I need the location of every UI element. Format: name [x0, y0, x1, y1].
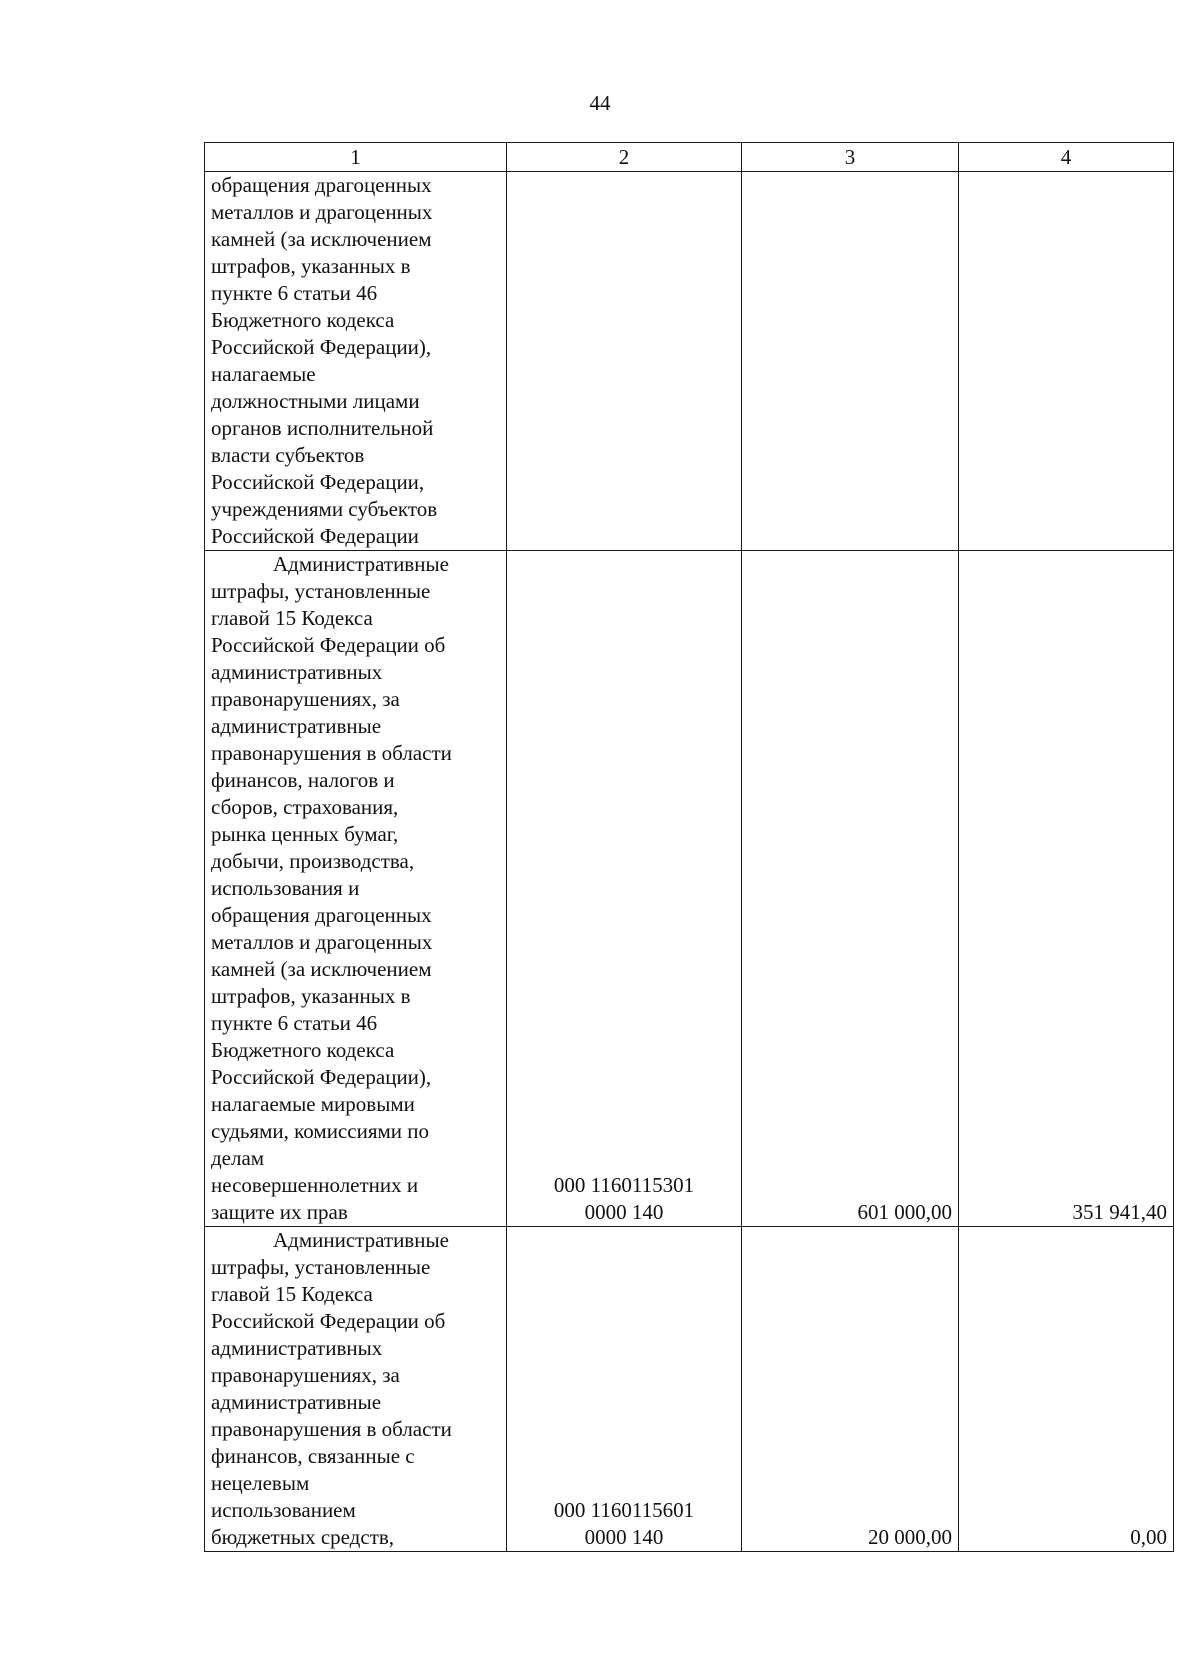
- description-line: Российской Федерации об: [211, 633, 446, 657]
- description-line: пункте 6 статьи 46: [211, 281, 378, 305]
- row-budget-code: [507, 551, 742, 1227]
- column-header-2: 2: [507, 143, 742, 172]
- row-description: [205, 551, 507, 1227]
- column-header-1: 1: [205, 143, 507, 172]
- row-budget-code: [507, 1227, 742, 1552]
- description-line: Российской Федерации,: [211, 470, 425, 494]
- actual-amount-value: 351 941,40: [1072, 1200, 1167, 1224]
- row-actual-amount: [959, 551, 1174, 1227]
- row-plan-amount: [742, 172, 959, 551]
- budget-code-line: 0000 140: [584, 1200, 664, 1224]
- description-line: Административные: [273, 1228, 449, 1252]
- table-row: [205, 1227, 1174, 1552]
- description-line: финансов, связанные с: [211, 1444, 415, 1468]
- plan-amount-value: [742, 523, 952, 550]
- description-line: использования и: [211, 876, 360, 900]
- row-actual-amount: [959, 1227, 1174, 1552]
- description-line: нецелевым: [211, 1471, 310, 1495]
- description-line: Административные: [273, 552, 449, 576]
- description-line: обращения драгоценных: [211, 903, 432, 927]
- page-number: 44: [589, 91, 611, 115]
- description-line: Бюджетного кодекса: [211, 1038, 395, 1062]
- actual-amount-value: [959, 523, 1167, 550]
- row-actual-amount: [959, 172, 1174, 551]
- budget-table: [204, 142, 1174, 1552]
- description-line: штрафы, установленные: [211, 1255, 431, 1279]
- description-line: использованием: [211, 1498, 356, 1522]
- row-budget-code: [507, 172, 742, 551]
- description-line: налагаемые мировыми: [211, 1092, 415, 1116]
- description-line: власти субъектов: [211, 443, 365, 467]
- description-line: сборов, страхования,: [211, 795, 399, 819]
- budget-code-line: 000 1160115301: [553, 1173, 695, 1197]
- row-plan-amount: [742, 1227, 959, 1552]
- column-header-3: 3: [742, 143, 959, 172]
- description-line: правонарушениях, за: [211, 687, 400, 711]
- table-row: [205, 551, 1174, 1227]
- description-line: судьями, комиссиями по: [211, 1119, 429, 1143]
- description-line: должностными лицами: [211, 389, 420, 413]
- description-line: правонарушения в области: [211, 1417, 452, 1441]
- description-line: обращения драгоценных: [211, 173, 432, 197]
- description-line: металлов и драгоценных: [211, 200, 433, 224]
- description-line: рынка ценных бумаг,: [211, 822, 399, 846]
- row-description: [205, 172, 507, 551]
- column-header-4: 4: [959, 143, 1174, 172]
- description-line: административные: [211, 1390, 382, 1414]
- description-line: Российской Федерации: [211, 524, 419, 548]
- description-line: Бюджетного кодекса: [211, 308, 395, 332]
- description-line: финансов, налогов и: [211, 768, 395, 792]
- description-line: административных: [211, 1336, 383, 1360]
- plan-amount-value: 20 000,00: [868, 1525, 952, 1549]
- budget-code-line: 0000 140: [584, 1525, 664, 1549]
- description-line: органов исполнительной: [211, 416, 434, 440]
- plan-amount-value: 601 000,00: [857, 1200, 952, 1224]
- row-plan-amount: [742, 551, 959, 1227]
- description-line: административные: [211, 714, 382, 738]
- description-line: главой 15 Кодекса: [211, 1282, 373, 1306]
- description-line: штрафы, установленные: [211, 579, 431, 603]
- description-line: Российской Федерации),: [211, 1065, 432, 1089]
- description-line: штрафов, указанных в: [211, 254, 411, 278]
- description-line: несовершеннолетних и: [211, 1173, 419, 1197]
- description-line: административных: [211, 660, 383, 684]
- row-description: [205, 1227, 507, 1552]
- table-row: [205, 172, 1174, 551]
- actual-amount-value: 0,00: [1130, 1525, 1167, 1549]
- description-line: добычи, производства,: [211, 849, 415, 873]
- description-line: металлов и драгоценных: [211, 930, 433, 954]
- description-line: налагаемые: [211, 362, 316, 386]
- description-line: делам: [211, 1146, 265, 1170]
- description-line: Российской Федерации об: [211, 1309, 446, 1333]
- description-line: правонарушениях, за: [211, 1363, 400, 1387]
- description-line: бюджетных средств,: [211, 1525, 395, 1549]
- description-line: правонарушения в области: [211, 741, 452, 765]
- description-line: учреждениями субъектов: [211, 497, 438, 521]
- budget-code-line: 000 1160115601: [553, 1498, 695, 1522]
- description-line: штрафов, указанных в: [211, 984, 411, 1008]
- description-line: Российской Федерации),: [211, 335, 432, 359]
- table-header-row: [205, 143, 1174, 172]
- description-line: главой 15 Кодекса: [211, 606, 373, 630]
- description-line: пункте 6 статьи 46: [211, 1011, 378, 1035]
- description-line: камней (за исключением: [211, 957, 432, 981]
- description-line: защите их прав: [211, 1200, 348, 1224]
- description-line: камней (за исключением: [211, 227, 432, 251]
